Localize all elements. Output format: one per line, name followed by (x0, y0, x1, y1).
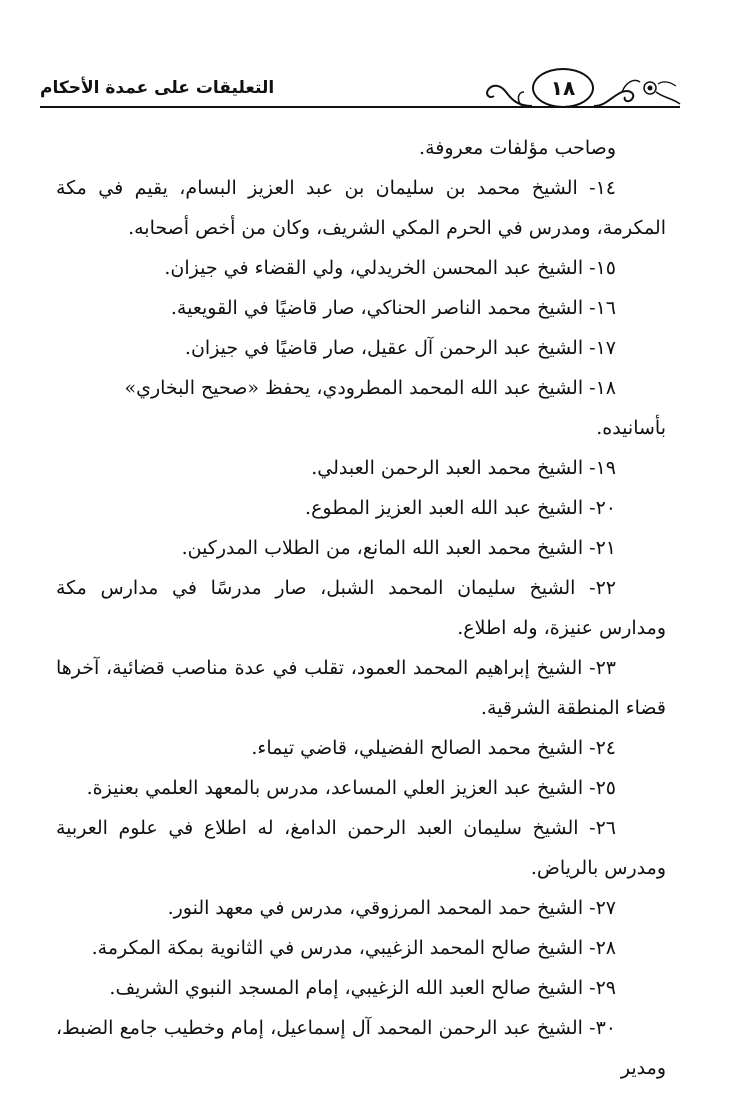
list-item-17: ١٧- الشيخ عبد الرحمن آل عقيل، صار قاضيًا في جيزان. (184, 337, 616, 359)
list-item-16: ١٦- الشيخ محمد الناصر الحناكي، صار قاضيًا في القويعية. (170, 297, 616, 319)
list-item-15: ١٥- الشيخ عبد المحسن الخريدلي، ولي القضاء في جيزان. (164, 257, 616, 279)
list-item-29: ٢٩- الشيخ صالح العبد الله الزغيبي، إمام المسجد النبوي الشريف. (109, 977, 616, 999)
list-item-30: ٣٠- الشيخ عبد الرحمن المحمد آل إسماعيل، إمام وخطيب جامع الضبط، ومدير (56, 1017, 666, 1079)
list-item-22: ٢٢- الشيخ سليمان المحمد الشبل، صار مدرسًا في مدارس مكة ومدارس عنيزة، وله اطلاع. (56, 577, 666, 639)
list-item-28: ٢٨- الشيخ صالح المحمد الزغيبي، مدرس في الثانوية بمكة المكرمة. (91, 937, 616, 959)
list-item-14: ١٤- الشيخ محمد بن سليمان بن عبد العزيز البسام، يقيم في مكة المكرمة، ومدرس في الحرم المكي الشريف، وكان من أخص أصحابه. (56, 177, 666, 239)
list-item-26: ٢٦- الشيخ سليمان العبد الرحمن الدامغ، له اطلاع في علوم العربية ومدرس بالرياض. (56, 817, 666, 879)
running-title: التعليقات على عمدة الأحكام (40, 78, 275, 98)
list-item-27: ٢٧- الشيخ حمد المحمد المرزوقي، مدرس في معهد النور. (167, 897, 616, 919)
ornament-left-icon (478, 70, 534, 110)
header-rule (40, 106, 680, 108)
paragraph-continuation: وصاحب مؤلفات معروفة. (419, 137, 616, 159)
list-item-25: ٢٥- الشيخ عبد العزيز العلي المساعد، مدرس بالمعهد العلمي بعنيزة. (86, 777, 616, 799)
list-item-24: ٢٤- الشيخ محمد الصالح الفضيلي، قاضي تيماء. (251, 737, 616, 759)
list-item-19: ١٩- الشيخ محمد العبد الرحمن العبدلي. (311, 457, 616, 479)
page-header (40, 62, 680, 114)
ornament-right-icon (592, 70, 682, 110)
list-item-20: ٢٠- الشيخ عبد الله العبد العزيز المطوع. (305, 497, 616, 519)
page-number: ١٨ (532, 68, 594, 108)
list-item-23: ٢٣- الشيخ إبراهيم المحمد العمود، تقلب في عدة مناصب قضائية، آخرها قضاء المنطقة الشرقية. (56, 657, 666, 719)
list-item-18: ١٨- الشيخ عبد الله المحمد المطرودي، يحفظ «صحيح البخاري» بأسانيده. (124, 377, 666, 439)
page-body (56, 128, 666, 1088)
list-item-21: ٢١- الشيخ محمد العبد الله المانع، من الطلاب المدركين. (181, 537, 616, 559)
